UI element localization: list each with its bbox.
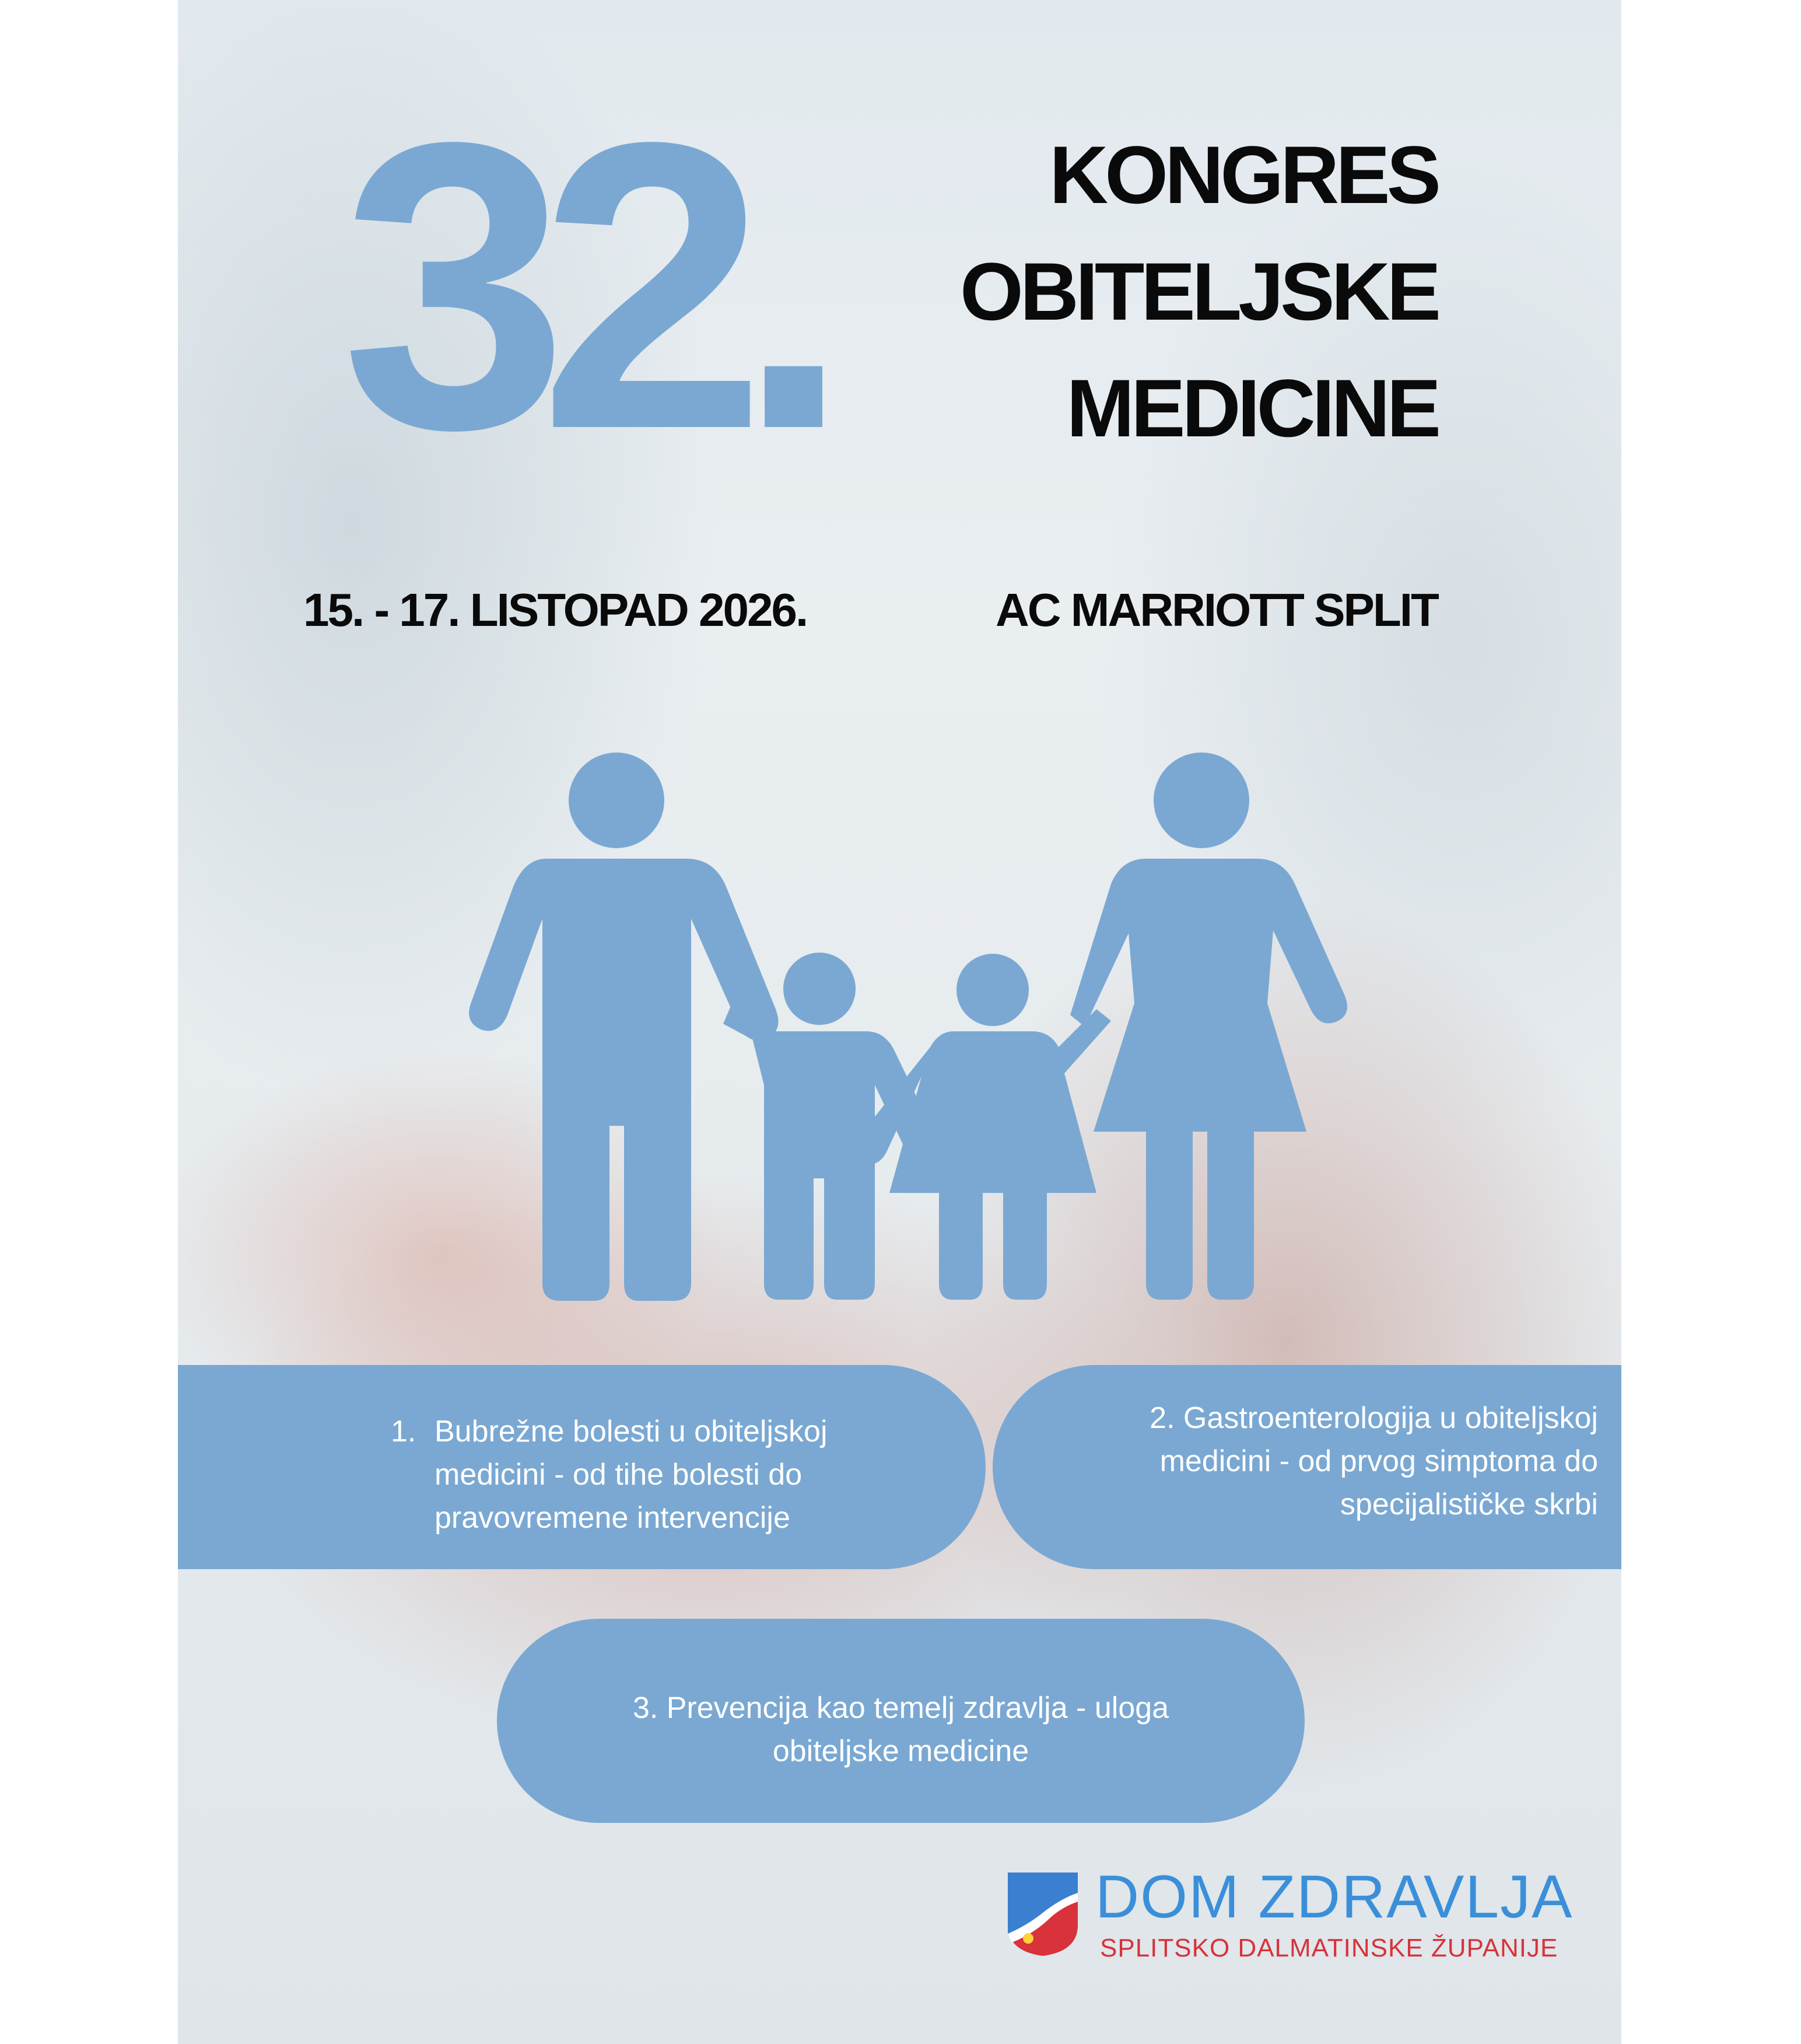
logo-title: DOM ZDRAVLJA: [1095, 1863, 1574, 1931]
event-dates: 15. - 17. LISTOPAD 2026.: [303, 584, 807, 636]
congress-number: 32.: [341, 58, 822, 514]
topic-3-line-2: obiteljske medicine: [772, 1734, 1029, 1768]
crest-icon: [1005, 1870, 1081, 1957]
topic-2-text: [1150, 1397, 1598, 1526]
girl-head: [956, 954, 1029, 1026]
father-body: [469, 859, 778, 1301]
topic-pill-3: [497, 1619, 1305, 1823]
topic-1-number: 1.: [391, 1415, 416, 1448]
event-venue: AC MARRIOTT SPLIT: [996, 584, 1438, 636]
topic-pill-2: [993, 1365, 1621, 1569]
title-line-2: OBITELJSKE: [959, 246, 1438, 337]
topic-3-text: [497, 1687, 1305, 1773]
topic-3-line-1: 3. Prevencija kao temelj zdravlja - uloga: [632, 1691, 1169, 1725]
topic-2-line-3: specijalističke skrbi: [1340, 1487, 1598, 1521]
mother-head: [1154, 752, 1249, 848]
topic-1-line-3: pravovremene intervencije: [435, 1500, 790, 1535]
topic-2-line-1: 2. Gastroenterologija u obiteljskoj: [1150, 1401, 1598, 1435]
topic-2-line-2: medicini - od prvog simptoma do: [1159, 1444, 1598, 1478]
topic-1-line-1: Bubrežne bolesti u obiteljskoj: [435, 1415, 828, 1448]
title-line-1: KONGRES: [1049, 129, 1438, 220]
title-line-3: MEDICINE: [1066, 362, 1438, 454]
topic-pill-1: [178, 1365, 986, 1569]
organizer-logo: [1005, 1863, 1588, 1963]
topic-1-line-2: medicini - od tihe bolesti do: [435, 1457, 803, 1492]
topic-1-text: [435, 1410, 828, 1539]
boy-head: [783, 953, 856, 1025]
mother-body: [1070, 859, 1347, 1300]
father-head: [569, 752, 664, 848]
poster: [178, 0, 1621, 2044]
logo-subtitle: SPLITSKO DALMATINSKE ŽUPANIJE: [1100, 1934, 1558, 1962]
